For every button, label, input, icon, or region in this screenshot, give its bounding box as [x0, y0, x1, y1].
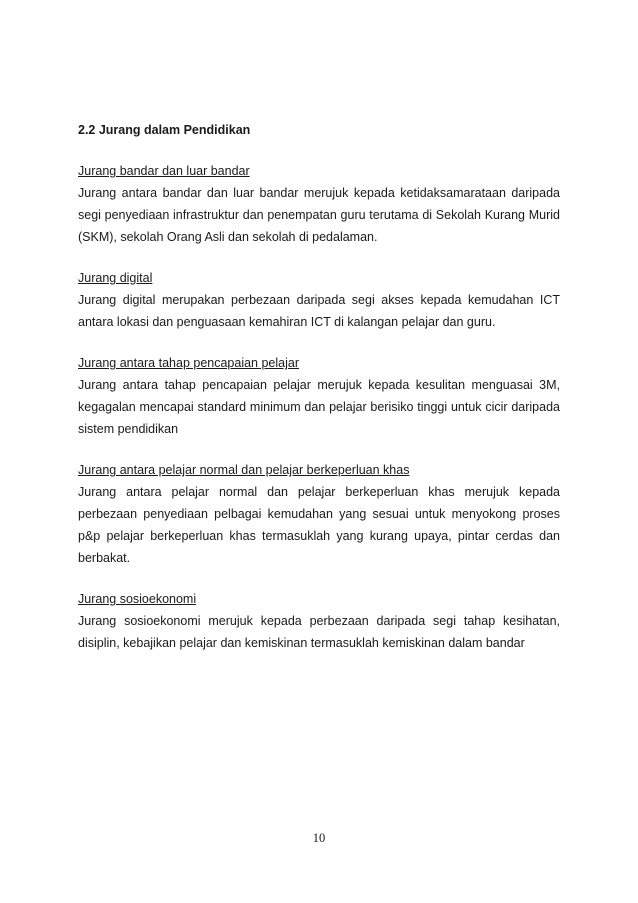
section-heading: 2.2 Jurang dalam Pendidikan — [78, 123, 251, 137]
section-body: Jurang digital merupakan perbezaan daripada segi akses kepada kemudahan ICT antara lokasi dan penguasaan kemahiran ICT di kalangan pelajar dan guru. — [78, 293, 560, 329]
section-body: Jurang antara bandar dan luar bandar merujuk kepada ketidaksamarataan daripada segi penyediaan infrastruktur dan penempatan guru terutama di Sekolah Kurang Murid (SKM), sekolah Orang Asli dan sekolah di pedalaman. — [78, 186, 560, 244]
section-special-needs-gap — [78, 459, 560, 569]
section-title: Jurang sosioekonomi — [78, 592, 197, 606]
section-title: Jurang antara tahap pencapaian pelajar — [78, 356, 300, 370]
page-content — [78, 122, 560, 673]
section-body: Jurang sosioekonomi merujuk kepada perbezaan daripada segi tahap kesihatan, disiplin, kebajikan pelajar dan kemiskinan termasuklah kemiskinan dalam bandar — [78, 614, 560, 650]
section-digital-gap — [78, 267, 560, 333]
section-body: Jurang antara tahap pencapaian pelajar merujuk kepada kesulitan menguasai 3M, kegagalan mencapai standard minimum dan pelajar berisiko tinggi untuk cicir daripada sistem pendidikan — [78, 378, 560, 436]
section-title: Jurang digital — [78, 271, 153, 285]
section-urban-rural-gap — [78, 160, 560, 248]
section-title: Jurang bandar dan luar bandar — [78, 164, 250, 178]
section-body: Jurang antara pelajar normal dan pelajar berkeperluan khas merujuk kepada perbezaan penyediaan pelbagai kemudahan yang sesuai untuk menyokong proses p&p pelajar berkeperluan khas termasuklah yang kurang upaya, pintar cerdas dan berbakat. — [78, 485, 560, 565]
section-title: Jurang antara pelajar normal dan pelajar berkeperluan khas — [78, 463, 410, 477]
section-socioeconomic-gap — [78, 588, 560, 654]
page-number: 10 — [312, 831, 326, 845]
section-achievement-gap — [78, 352, 560, 440]
